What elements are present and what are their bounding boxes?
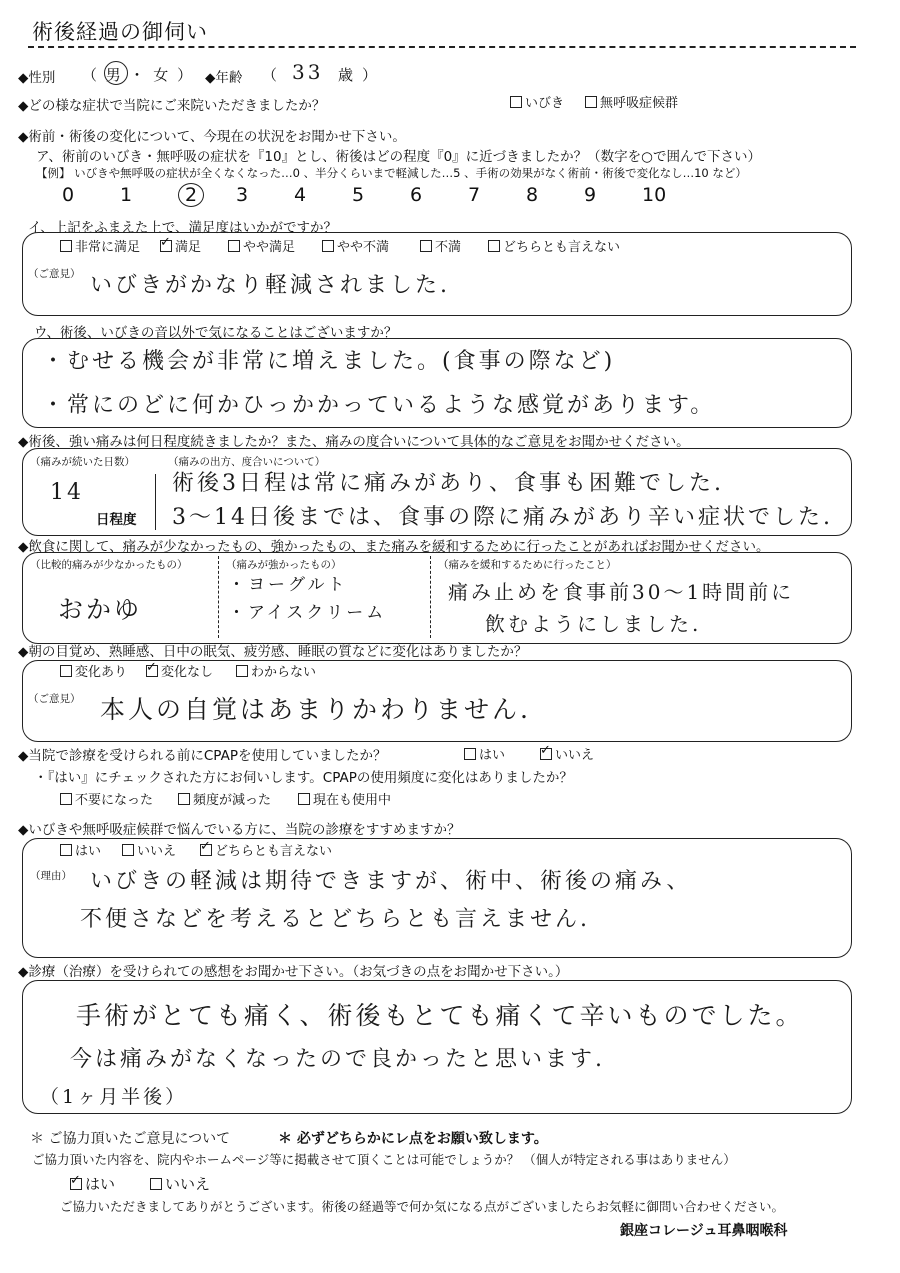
cpap-sub-option-using[interactable]: 現在も使用中 (298, 789, 391, 808)
recommend-option-neither[interactable]: ✓ どちらとも言えない (200, 840, 332, 859)
checkbox-icon (60, 240, 72, 252)
scale-6[interactable]: 6 (410, 184, 423, 206)
satisfaction-question: イ、上記をふまえた上で、満足度はいかがですか？ (28, 220, 338, 236)
other-answer-line-2[interactable]: ・常にのどに何かひっかかっているような感覚があります。 (42, 393, 716, 418)
sex-options[interactable]: （ 男 ・ 女 ） (82, 66, 195, 84)
sex-label: ◆性別 (18, 70, 56, 86)
checkbox-icon (510, 96, 522, 108)
consent-heading-2: ＊ 必ずどちらかにレ点をお願い致します。 (278, 1131, 548, 1147)
pain-question: ◆術後、強い痛みは何日程度続きましたか？また、痛みの度合いについて具体的なご意見をお聞かせください。 (18, 434, 690, 450)
consent-option-no[interactable]: いいえ (150, 1173, 210, 1194)
food-divider-2 (430, 556, 431, 638)
food-strong-label: （痛みが強かったもの） (226, 559, 342, 571)
satisfaction-answer[interactable]: いびきがかなり軽減されました. (90, 273, 450, 298)
pain-days-unit: 日程度 (96, 512, 137, 528)
recommend-answer-box (22, 838, 852, 958)
title-divider (28, 46, 856, 48)
symptom-question: ◆どの様な症状で当院にご来院いただきましたか？ (18, 98, 326, 114)
footer-thanks: ご協力いただきましてありがとうございます。術後の経過等で何か気になる点がございましたらお気軽に御問い合わせください。 (60, 1199, 785, 1214)
age-open-paren: （ (262, 66, 278, 84)
consent-option-yes[interactable]: ✓はい (70, 1173, 115, 1194)
pain-divider (155, 474, 156, 530)
cpap-sub-option-less[interactable]: 頻度が減った (178, 789, 271, 808)
checkbox-icon (60, 793, 72, 805)
other-answer-line-1[interactable]: ・むせる機会が非常に増えました。(食事の際など) (42, 349, 616, 374)
food-relief-line-1[interactable]: 痛み止めを食事前30〜1時間前に (448, 580, 795, 604)
checkbox-checked-icon (540, 748, 552, 760)
recommend-option-no[interactable]: いいえ (122, 840, 176, 859)
scale-3[interactable]: 3 (236, 184, 249, 206)
checkbox-icon (150, 1178, 162, 1190)
checkbox-icon (488, 240, 500, 252)
scale-9[interactable]: 9 (584, 184, 597, 206)
checkbox-icon (178, 793, 190, 805)
checkbox-icon (322, 240, 334, 252)
checkbox-icon (585, 96, 597, 108)
change-sub-question: ア、術前のいびき・無呼吸の症状を『10』とし、術後はどの程度『0』に近づきましたか？（数字を○で囲んで下さい） (36, 149, 761, 165)
recommend-reason-line-1[interactable]: いびきの軽減は期待できますが、術中、術後の痛み、 (90, 869, 692, 894)
consent-question: ご協力頂いた内容を、院内やホームページ等に掲載させて頂くことは可能でしょうか？ （個人が特定される事はありません） (32, 1152, 736, 1167)
food-less-value[interactable]: おかゆ (58, 595, 143, 624)
sleep-opinion-label: （ご意見） (28, 693, 81, 705)
footer-clinic-name: 銀座コレージュ耳鼻咽喉科 (620, 1223, 788, 1239)
pain-detail-line-1[interactable]: 術後3日程は常に痛みがあり、食事も困難でした. (172, 471, 724, 496)
impression-question: ◆診療（治療）を受けられての感想をお聞かせ下さい。（お気づきの点をお聞かせ下さい。） (18, 964, 569, 980)
food-relief-line-2[interactable]: 飲むようにしました. (485, 612, 702, 636)
food-relief-label: （痛みを緩和するために行ったこと） (438, 559, 617, 571)
change-example: 【例】 いびきや無呼吸の症状が全くなくなった…0 、半分くらいまで軽減した…5 、手術の効果がなく術前・術後で変化なし…10 など） (36, 166, 747, 180)
cpap-sub-option-unneeded[interactable]: 不要になった (60, 789, 153, 808)
scale-5[interactable]: 5 (352, 184, 365, 206)
checkbox-icon (228, 240, 240, 252)
sleep-option-unknown[interactable]: わからない (236, 661, 316, 680)
sex-selected-circle (104, 61, 128, 85)
sleep-question: ◆朝の目覚め、熟睡感、日中の眠気、疲労感、睡眠の質などに変化はありましたか？ (18, 644, 528, 660)
food-strong-value-2[interactable]: ・アイスクリーム (228, 603, 387, 623)
cpap-option-yes[interactable]: はい (464, 744, 505, 763)
cpap-option-no[interactable]: ✓ いいえ (540, 744, 594, 763)
pain-days-label: （痛みが続いた日数） (30, 456, 135, 468)
satisfaction-option-somewhat[interactable]: やや満足 (228, 236, 295, 255)
recommend-reason-line-2[interactable]: 不便さなどを考えるとどちらとも言えません. (80, 907, 590, 932)
recommend-reason-label: （理由） (30, 870, 72, 882)
impression-answer-line-2[interactable]: 今は痛みがなくなったので良かったと思います. (70, 1047, 605, 1072)
other-question: ウ、術後、いびきの音以外で気になることはございますか？ (34, 325, 398, 341)
symptom-option-snoring[interactable]: いびき (510, 92, 564, 111)
scale-0[interactable]: 0 (62, 184, 75, 206)
food-less-label: （比較的痛みが少なかったもの） (30, 559, 188, 571)
pain-detail-line-2[interactable]: 3〜14日後までは、食事の際に痛みがあり辛い症状でした. (172, 505, 833, 530)
sleep-option-unchanged[interactable]: ✓ 変化なし (146, 661, 213, 680)
age-label: ◆年齢 (205, 70, 243, 86)
recommend-question: ◆いびきや無呼吸症候群で悩んでいる方に、当院の診療をすすめますか？ (18, 822, 461, 838)
impression-answer-line-3[interactable]: （1ヶ月半後） (40, 1086, 188, 1108)
symptom-option-apnea[interactable]: 無呼吸症候群 (585, 92, 678, 111)
scale-8[interactable]: 8 (526, 184, 539, 206)
food-strong-value-1[interactable]: ・ヨーグルト (228, 575, 348, 595)
consent-heading-1: ＊ ご協力頂いたご意見について (30, 1131, 231, 1147)
checkbox-checked-icon (160, 240, 172, 252)
satisfaction-option-satisfied[interactable]: ✓ 満足 (160, 236, 201, 255)
food-divider-1 (218, 556, 219, 638)
checkbox-checked-icon (70, 1178, 82, 1190)
checkbox-icon (298, 793, 310, 805)
cpap-sub-question: ・『はい』にチェックされた方にお伺いします。CPAPの使用頻度に変化はありましたか？ (34, 770, 573, 786)
change-scale (62, 183, 700, 207)
satisfaction-option-somewhat-dis[interactable]: やや不満 (322, 236, 389, 255)
scale-4[interactable]: 4 (294, 184, 307, 206)
checkbox-icon (420, 240, 432, 252)
change-question: ◆術前・術後の変化について、今現在の状況をお聞かせ下さい。 (18, 129, 406, 145)
satisfaction-opinion-label: （ご意見） (28, 268, 81, 280)
age-unit: 歳 (338, 66, 354, 84)
pain-days-value[interactable]: 14 (50, 480, 84, 505)
age-close-paren: ） (362, 66, 378, 84)
sleep-option-changed[interactable]: 変化あり (60, 661, 127, 680)
satisfaction-option-neither[interactable]: どちらとも言えない (488, 236, 620, 255)
sleep-answer[interactable]: 本人の自覚はあまりかわりません. (100, 695, 531, 724)
recommend-option-yes[interactable]: はい (60, 840, 101, 859)
satisfaction-option-very[interactable]: 非常に満足 (60, 236, 140, 255)
food-question: ◆飲食に関して、痛みが少なかったもの、強かったもの、また痛みを緩和するために行ったことがあればお聞かせください。 (18, 539, 770, 555)
scale-7[interactable]: 7 (468, 184, 481, 206)
pain-detail-label: （痛みの出方、度合いについて） (168, 456, 326, 468)
age-value[interactable]: 33 (292, 60, 324, 84)
checkbox-icon (464, 748, 476, 760)
satisfaction-option-dis[interactable]: 不満 (420, 236, 461, 255)
cpap-question: ◆当院で診療を受けられる前にCPAPを使用していましたか？ (18, 748, 387, 764)
page-title: 術後経過の御伺い (32, 20, 208, 44)
scale-10[interactable]: 10 (642, 184, 667, 206)
impression-answer-line-1[interactable]: 手術がとても痛く、術後もとても痛くて辛いものでした。 (76, 1001, 804, 1030)
scale-1[interactable]: 1 (120, 184, 133, 206)
scale-2[interactable]: 2 (178, 183, 236, 207)
